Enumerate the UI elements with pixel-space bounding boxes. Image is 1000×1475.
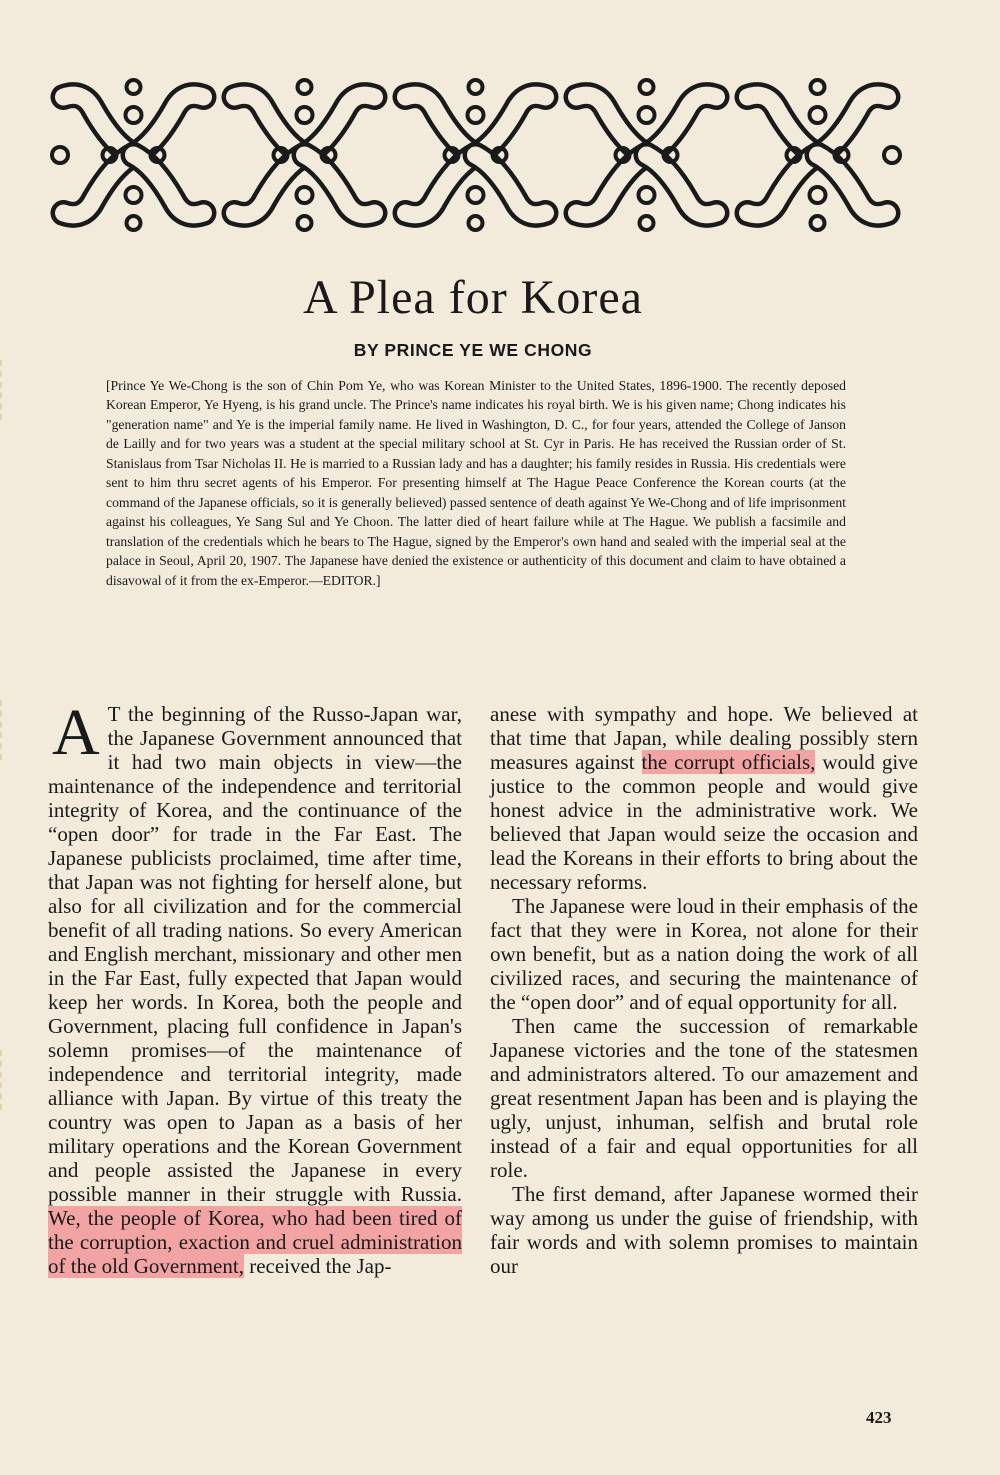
drop-cap: A [52,696,100,769]
ornament-ring [811,80,825,94]
ornament-ring [468,187,484,203]
ornament-ring [127,216,141,230]
ornament-ring [469,216,483,230]
ornament-ring [640,80,654,94]
ornament-ring [127,80,141,94]
ornament-ring [639,107,655,123]
paragraph-text: anese with sympathy and hope. We believed at that time that Japan, while dealing possibly stern measures against [490,702,918,774]
ornament-ring [640,216,654,230]
paragraph [48,696,462,1278]
ornament-ring [468,107,484,123]
ornamental-header-band [48,70,904,240]
article-byline: BY PRINCE YE WE CHONG [353,340,593,360]
highlighted-passage: the corrupt officials, [641,750,816,774]
paragraph: The Japanese were loud in their emphasis of the fact that they were in Korea, not alone for their own benefit, but as a nation doing the work of all civilized races, and securing the maintenance of the “open door” and of equal opportunity for all. [490,894,918,1014]
ornament-ring [126,107,142,123]
article-column-left [48,696,462,1278]
paragraph: The first demand, after Japanese wormed their way among us under the guise of friendship, with fair words and with solemn promises to maintain our [490,1182,918,1278]
scan-margin-mark [0,1050,8,1110]
paragraph [490,702,918,894]
ornament-ring [297,107,313,123]
page-number: 423 [866,1408,892,1427]
ornament-ring [126,187,142,203]
article-title: A Plea for Korea [303,271,643,324]
ornament-ring [298,80,312,94]
ornament-ring [469,80,483,94]
ornament-ring [884,147,900,163]
ornament-ring [811,216,825,230]
paragraph-text: would give justice to the common people and would give honest advice in the administrative work. We believed that Japan would seize the occasion and lead the Koreans in their efforts to bring about the necessary reforms. [490,750,918,894]
ornament-ring [52,147,68,163]
paragraph-text: T the beginning of the Russo-Japan war, the Japanese Government announced that it had two main objects in view—the maintenance of the independence and territorial integrity of Korea, and the continuance of the “open door” for trade in the Far East. The Japanese publicists proclaimed, time after time, that Japan was not fighting for herself alone, but also for all civilization and for the commercial benefit of all trading nations. So every American and English merchant, missionary and other men in the Far East, fully expected that Japan would keep her words. In Korea, both the people and Government, placing full confidence in Japan's solemn promises—of the maintenance of independence and territorial integrity, made alliance with Japan. By virtue of this treaty the country was open to Japan as a basis of her military operations and the Korean Government and people assisted the Japanese in every possible manner in their struggle with Russia. [48,702,462,1206]
paragraph-text: received the Jap- [243,1254,392,1278]
editor-note-text: [Prince Ye We-Chong is the son of Chin Pom Ye, who was Korean Minister to the United States, 1896-1900. The recently deposed Korean Emperor, Ye Hyeng, is his grand uncle. The Prince's name indicates his royal birth. We is his given name; Chong indicates his "generation name" and Ye is the imperial family name. He lived in Washington, D. C., for four years, attended the College of Janson de Lailly and for two years was a student at the special military school at St. Cyr in Paris. He has received the Russian order of St. Stanislaus from Tsar Nicholas II. He is married to a Russian lady and has a daughter; his family resides in Russia. His credentials were sent to him thru secret agents of his Emperor. For presenting himself at The Hague Peace Conference the Korean courts (at the command of the Japanese officials, so it is generally believed) passed sentence of death against Ye We-Chong and of life imprisonment against his colleagues, Ye Sang Sul and Ye Choon. The latter died of heart failure while at The Hague. We publish a facsimile and translation of the credentials which he bears to The Hague, signed by the Emperor's own hand and sealed with the imperial seal at the palace in Seoul, April 20, 1907. The Japanese have denied the existence or authenticity of this document and claim to have obtained a disavowal of it from the ex-Emperor.—EDITOR.] [106,378,846,588]
editor-note [106,376,846,590]
ornament-ring [810,187,826,203]
paragraph: Then came the succession of remarkable Japanese victories and the tone of the statesmen and administrators altered. To our amazement and great resentment Japan has been and is playing the ugly, unjust, inhuman, selfish and brutal role instead of a fair and equal opportunities for all role. [490,1014,918,1182]
scan-margin-mark [0,700,8,760]
scan-margin-mark [0,360,8,420]
highlighted-passage: We, the people of Korea, who had been tired of the corruption, exaction and cruel administration of the old Government, [48,1206,462,1278]
ornament-ring [810,107,826,123]
article-column-right [490,702,918,1278]
ornament-ring [298,216,312,230]
ornament-ring [639,187,655,203]
ornament-ring [297,187,313,203]
